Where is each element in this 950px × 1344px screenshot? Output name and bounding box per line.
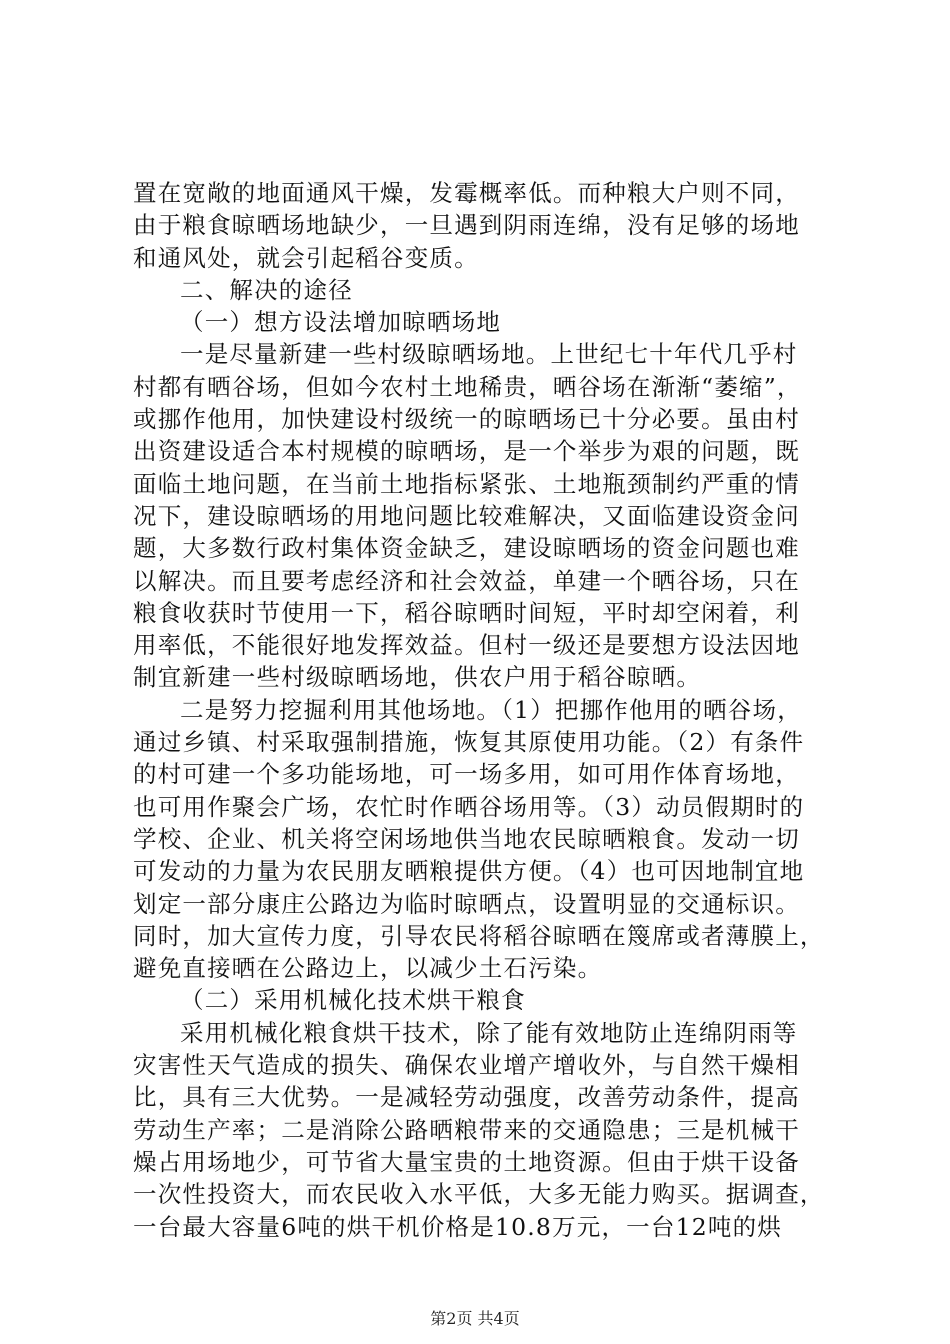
page-footer: 第2页 共4页 (430, 1309, 520, 1328)
text-line: 题，大多数行政村集体资金缺乏，建设晾晒场的资金问题也难 (133, 534, 800, 563)
text-line: 也可用作聚会广场，农忙时作晒谷场用等。（3）动员假期时的 (133, 792, 805, 821)
text-line: 或挪作他用，加快建设村级统一的晾晒场已十分必要。虽由村 (133, 405, 800, 434)
text-line: 比，具有三大优势。一是减轻劳动强度，改善劳动条件，提高 (133, 1083, 800, 1112)
text-line: 和通风处，就会引起稻谷变质。 (133, 243, 479, 272)
subsection-heading: （二）采用机械化技术烘干粮食 (180, 986, 526, 1015)
text-line: 同时，加大宣传力度，引导农民将稻谷晾晒在篾席或者薄膜上， (133, 921, 825, 950)
text-line: 出资建设适合本村规模的晾晒场，是一个举步为艰的问题，既 (133, 437, 800, 466)
paragraph-start: 一是尽量新建一些村级晾晒场地。上世纪七十年代几乎村 (180, 340, 798, 369)
text-line: 一台最大容量6吨的烘干机价格是10.8万元，一台12吨的烘 (133, 1212, 782, 1241)
text-line: 村都有晒谷场，但如今农村土地稀贵，晒谷场在渐渐“萎缩”， (133, 372, 802, 401)
text-line: 灾害性天气造成的损失、确保农业增产增收外，与自然干燥相 (133, 1051, 800, 1080)
text-line: 制宜新建一些村级晾晒场地，供农户用于稻谷晾晒。 (133, 663, 702, 692)
text-line: 面临土地问题，在当前土地指标紧张、土地瓶颈制约严重的情 (133, 469, 800, 498)
text-line: 粮食收获时节使用一下，稻谷晾晒时间短，平时却空闲着，利 (133, 598, 800, 627)
text-line: 通过乡镇、村采取强制措施，恢复其原使用功能。（2）有条件 (133, 728, 805, 757)
text-line: 况下，建设晾晒场的用地问题比较难解决，又面临建设资金问 (133, 501, 800, 530)
body-text (133, 177, 833, 1243)
text-line: 的村可建一个多功能场地，可一场多用，如可用作体育场地， (133, 760, 800, 789)
text-line: 以解决。而且要考虑经济和社会效益，单建一个晒谷场，只在 (133, 566, 800, 595)
text-line: 由于粮食晾晒场地缺少，一旦遇到阴雨连绵，没有足够的场地 (133, 211, 800, 240)
text-line: 可发动的力量为农民朋友晒粮提供方便。（4）也可因地制宜地 (133, 857, 805, 886)
text-line: 用率低，不能很好地发挥效益。但村一级还是要想方设法因地 (133, 631, 800, 660)
paragraph-start: 二是努力挖掘利用其他场地。（1）把挪作他用的晒谷场， (180, 695, 802, 724)
text-line: 置在宽敞的地面通风干燥，发霉概率低。而种粮大户则不同， (133, 179, 800, 207)
text-line: 划定一部分康庄公路边为临时晾晒点，设置明显的交通标识。 (133, 889, 800, 918)
text-line: 避免直接晒在公路边上，以减少土石污染。 (133, 954, 603, 983)
text-line: 一次性投资大，而农民收入水平低，大多无能力购买。据调查， (133, 1180, 825, 1209)
text-line: 劳动生产率；二是消除公路晒粮带来的交通隐患；三是机械干 (133, 1115, 800, 1144)
text-line: 燥占用场地少，可节省大量宝贵的土地资源。但由于烘干设备 (133, 1147, 800, 1176)
paragraph-start: 采用机械化粮食烘干技术，除了能有效地防止连绵阴雨等 (180, 1018, 798, 1047)
subsection-heading: （一）想方设法增加晾晒场地 (180, 308, 502, 337)
text-line: 学校、企业、机关将空闲场地供当地农民晾晒粮食。发动一切 (133, 824, 800, 853)
section-heading: 二、解决的途径 (180, 275, 353, 304)
